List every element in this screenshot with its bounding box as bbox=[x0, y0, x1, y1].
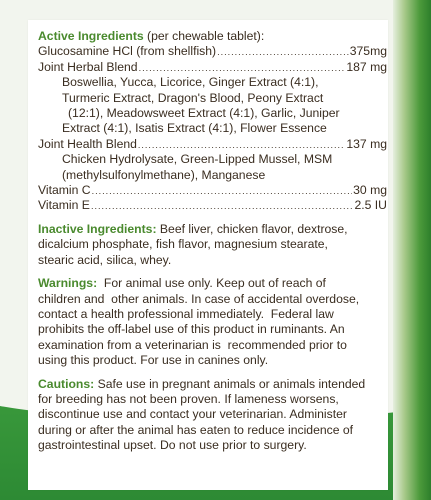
leader-dots bbox=[139, 62, 346, 74]
ingredient-label: Glucosamine HCl (from shellfish) bbox=[38, 44, 217, 59]
leader-dots bbox=[217, 46, 349, 58]
cautions-line: for breeding has not been proven. If lameness worsens, bbox=[38, 391, 339, 406]
ingredient-amount: 30 mg bbox=[353, 183, 387, 198]
supplement-facts bbox=[38, 29, 387, 454]
ingredient-amount: 375mg bbox=[349, 44, 387, 59]
component-line: Boswellia, Yucca, Licorice, Ginger Extract (4:1), bbox=[62, 75, 319, 90]
cautions-heading: Cautions: bbox=[38, 376, 95, 391]
leader-dots bbox=[138, 139, 345, 151]
ingredient-label: Joint Herbal Blend bbox=[38, 59, 138, 74]
cautions-line: gastrointestinal upset. Do not use prior to surgery. bbox=[38, 438, 307, 453]
ingredient-row-glucosamine bbox=[38, 44, 387, 59]
component-line: (12:1), Meadowsweet Extract (4:1), Garlic, Juniper bbox=[68, 106, 340, 121]
cautions-line: during or after the animal has eaten to reduce incidence of bbox=[38, 422, 354, 437]
active-heading-suffix: (per chewable tablet): bbox=[143, 29, 265, 43]
ingredient-label: Vitamin E bbox=[38, 198, 90, 213]
ingredient-amount: 187 mg bbox=[346, 59, 387, 74]
inactive-ingredients bbox=[38, 222, 387, 268]
warnings-heading: Warnings: bbox=[38, 276, 98, 291]
ingredient-amount: 2.5 IU bbox=[354, 198, 387, 213]
leader-dots bbox=[92, 185, 353, 197]
warnings-line: contact a health professional immediately. Federal law bbox=[38, 306, 334, 321]
background-right-band bbox=[393, 0, 431, 500]
joint-herbal-components bbox=[38, 75, 387, 137]
component-line: (methylsulfonylmethane), Manganese bbox=[62, 167, 266, 182]
warnings-line: children and other animals. In case of accidental overdose, bbox=[38, 291, 360, 306]
component-line: Chicken Hydrolysate, Green-Lipped Mussel, MSM bbox=[62, 152, 333, 167]
inactive-heading: Inactive Ingredients: bbox=[38, 221, 157, 236]
active-heading: Active Ingredients bbox=[38, 29, 144, 43]
warnings-line: prohibits the off-label use of this product in ruminants. An bbox=[38, 322, 345, 337]
inactive-line: stearic acid, silica, whey. bbox=[38, 252, 172, 267]
ingredient-label: Vitamin C bbox=[38, 183, 91, 198]
joint-health-components bbox=[38, 152, 387, 183]
component-line: Extract (4:1), Isatis Extract (4:1), Flower Essence bbox=[62, 121, 327, 136]
component-line: Turmeric Extract, Dragon's Blood, Peony Extract bbox=[62, 90, 324, 105]
leader-dots bbox=[91, 200, 354, 212]
warnings-section bbox=[38, 276, 387, 368]
ingredient-row-joint-herbal bbox=[38, 60, 387, 75]
active-ingredients-heading bbox=[38, 29, 387, 44]
ingredient-label: Joint Health Blend bbox=[38, 136, 137, 151]
ingredient-row-vitamin-c bbox=[38, 183, 387, 198]
warnings-line: using this product. For use in canines only. bbox=[38, 353, 269, 368]
ingredient-row-joint-health bbox=[38, 137, 387, 152]
ingredient-row-vitamin-e bbox=[38, 198, 387, 213]
cautions-line: discontinue use and contact your veterinarian. Administer bbox=[38, 407, 347, 422]
warnings-line: For animal use only. Keep out of reach of bbox=[97, 276, 326, 291]
inactive-line: Beef liver, chicken flavor, dextrose, bbox=[156, 221, 348, 236]
ingredient-amount: 137 mg bbox=[346, 136, 387, 151]
cautions-section bbox=[38, 377, 387, 454]
warnings-line: examination from a veterinarian is recommended prior to bbox=[38, 337, 347, 352]
cautions-line: Safe use in pregnant animals or animals intended bbox=[94, 376, 366, 391]
inactive-line: dicalcium phosphate, fish flavor, magnesium stearate, bbox=[38, 237, 328, 252]
